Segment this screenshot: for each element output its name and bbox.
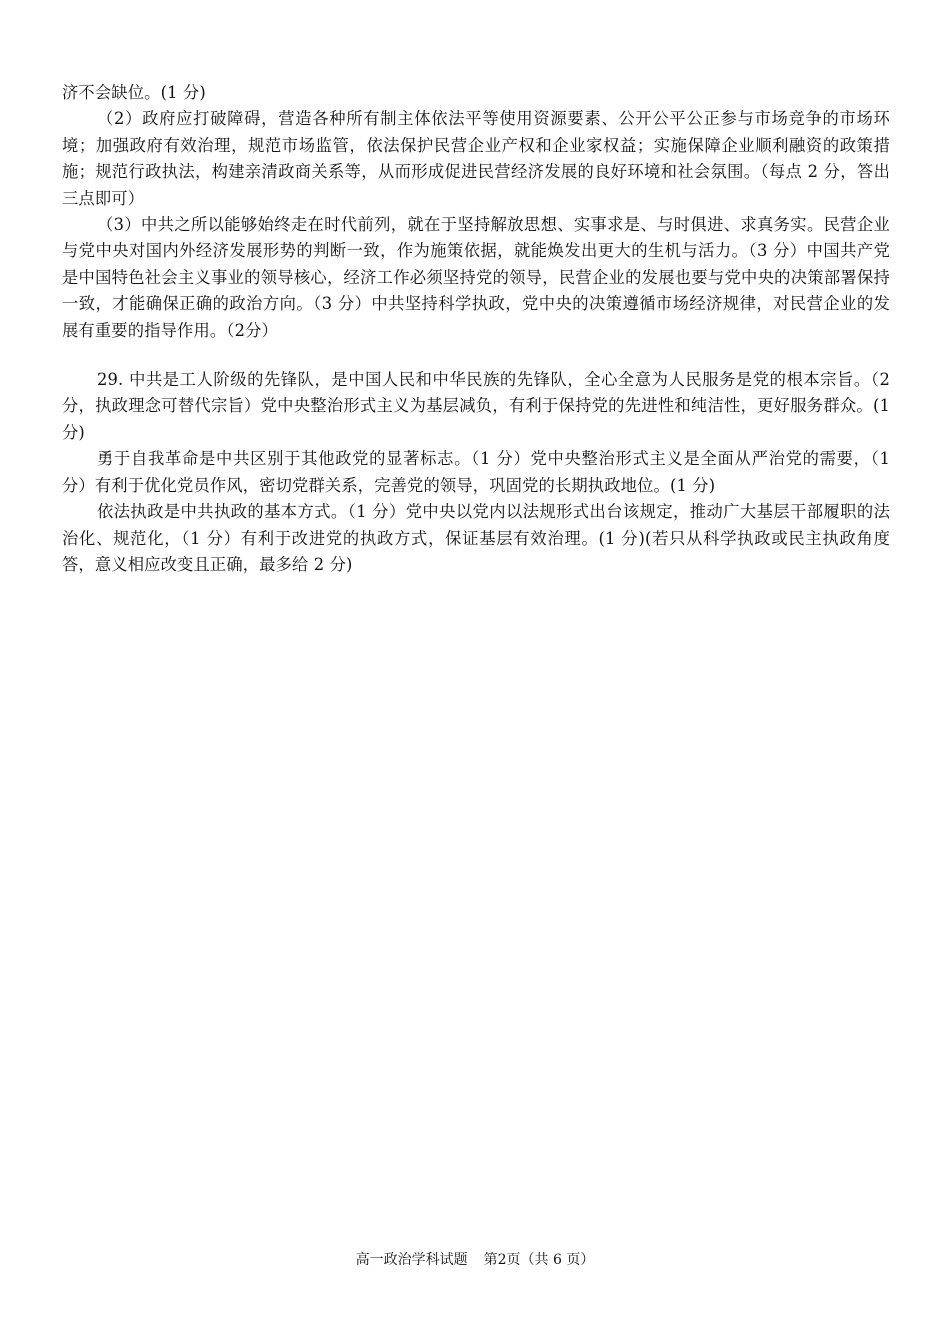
paragraph-continuation: 济不会缺位。(1 分) [62, 83, 206, 102]
page-footer [0, 1250, 950, 1270]
answer-content [62, 80, 890, 578]
paragraph-rule-of-law: 依法执政是中共执政的基本方式。（1 分）党中央以党内以法规形式出台该规定，推动广大基层干部履职的法治化、规范化，（1 分）有利于改进党的执政方式，保证基层有效治理。(1 分)(若只从科学执政或民主执政角度答，意义相应改变且正确，最多给 2 分) [62, 502, 890, 574]
footer-page-number: 第2页（共 6 页） [483, 1252, 595, 1268]
section-gap [62, 344, 890, 367]
paragraph-answer-2: （2）政府应打破障碍，营造各种所有制主体依法平等使用资源要素、公开公平公正参与市场竞争的市场环境；加强政府有效治理，规范市场监管，依法保护民营企业产权和企业家权益；实施保障企业顺利融资的政策措施；规范行政执法，构建亲清政商关系等，从而形成促进民营经济发展的良好环境和社会氛围。（每点 2 分，答出三点即可） [62, 109, 890, 208]
paragraph-answer-3: （3）中共之所以能够始终走在时代前列，就在于坚持解放思想、实事求是、与时俱进、求真务实。民营企业与党中央对国内外经济发展形势的判断一致，作为施策依据，就能焕发出更大的生机与活力。（3 分）中国共产党是中国特色社会主义事业的领导核心，经济工作必须坚持党的领导，民营企业的发展也要与党中央的决策部署保持一致，才能确保正确的政治方向。（3 分）中共坚持科学执政，党中央的决策遵循市场经济规律，对民营企业的发展有重要的指导作用。（2分） [62, 215, 890, 340]
footer-title: 高一政治学科试题 [355, 1252, 468, 1268]
paragraph-self-revolution: 勇于自我革命是中共区别于其他政党的显著标志。（1 分）党中央整治形式主义是全面从严治党的需要，（1 分）有利于优化党员作风，密切党群关系，完善党的领导，巩固党的长期执政地位。(1 分) [62, 449, 890, 495]
paragraph-question-29: 29. 中共是工人阶级的先锋队，是中国人民和中华民族的先锋队，全心全意为人民服务是党的根本宗旨。（2 分，执政理念可替代宗旨）党中央整治形式主义为基层减负，有利于保持党的先进性和纯洁性，更好服务群众。(1 分) [62, 370, 890, 442]
